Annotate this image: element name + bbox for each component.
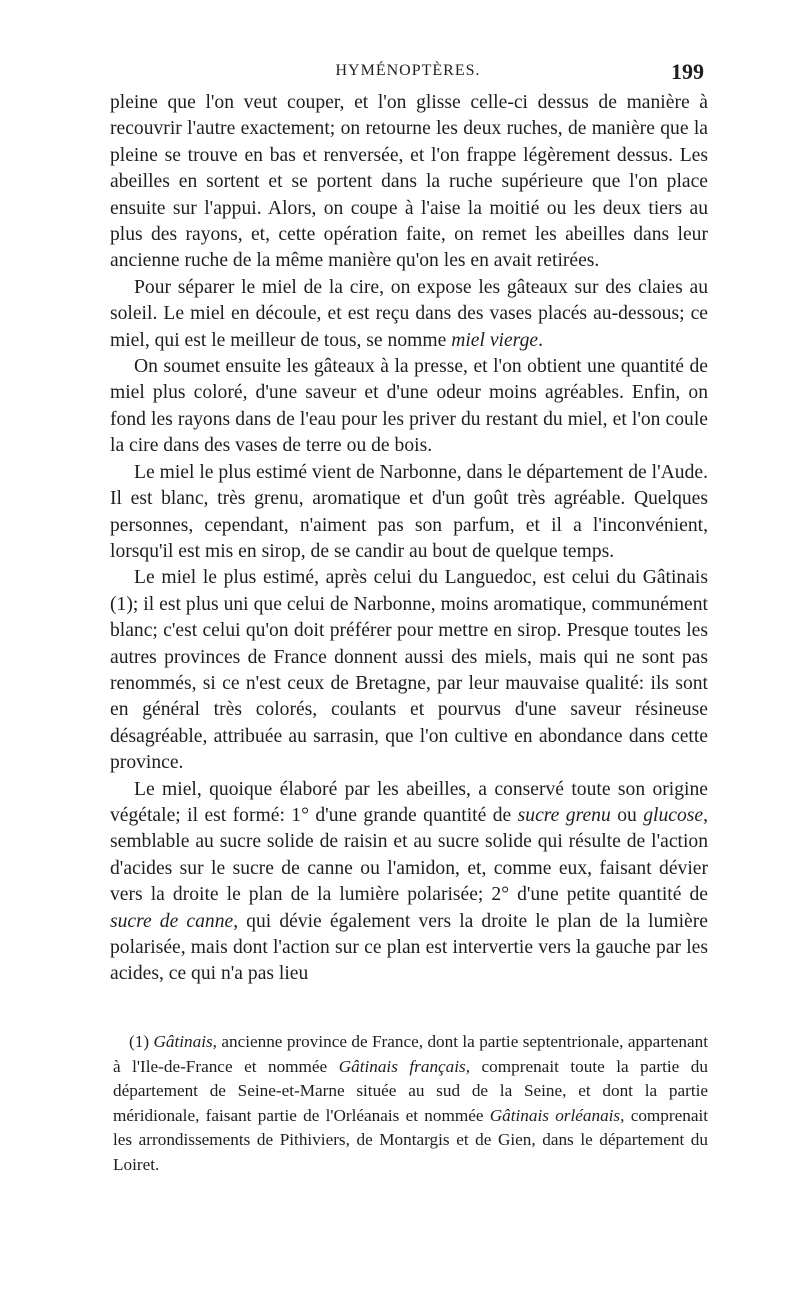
text-run: On soumet ensuite les gâteaux à la presse, et l'on obtient une quantité de miel plus coloré, d'une saveur et d'une odeur moins agréables. Enfin, on fond les rayons dans de l'eau pour les priver du restant du miel, et l'on coule la cire dans des vases de terre ou de bois. [110, 356, 708, 457]
running-title: HYMÉNOPTÈRES. [335, 62, 481, 79]
paragraph [110, 354, 708, 460]
text-run: ou [610, 804, 644, 826]
page-number: 199 [671, 59, 704, 84]
footnote [113, 1030, 708, 1178]
paragraph [110, 275, 708, 354]
body-text [110, 90, 708, 988]
footnotes [113, 1030, 708, 1178]
text-run: Le miel le plus estimé, après celui du Languedoc, est celui du Gâtinais (1); il est plus uni que celui de Narbonne, moins aromatique, communément blanc; c'est celui qu'on doit préférer pour mettre en sirop. Presque toutes les autres provinces de France donnent aussi des miels, mais qui ne sont pas renommés, si ce n'est ceux de Bretagne, par leur mauvaise qualité: ils sont en général très colorés, coulants et pourvus d'une saveur résineuse désagréable, attribuée au sarrasin, que l'on cultive en abondance dans cette province. [110, 567, 708, 774]
paragraph [110, 460, 708, 566]
text-run: Le miel, quoique élaboré par les abeilles, a conservé toute son origine végétale; il est formé: 1° d'une grande quantité de [110, 778, 708, 826]
text-run: Le miel le plus estimé vient de Narbonne, dans le département de l'Aude. Il est blanc, très grenu, aromatique et d'un goût très agréable. Quelques personnes, cependant, n'aiment pas son parfum, et il a l'inconvénient, lorsqu'il est mis en sirop, de se candir au bout de quelque temps. [110, 461, 708, 562]
page-header [108, 59, 708, 86]
text-run: Pour séparer le miel de la cire, on expose les gâteaux sur des claies au soleil. Le miel en découle, et est reçu dans des vases placés au-dessous; ce miel, qui est le meilleur de tous, se nomme [110, 276, 708, 351]
paragraph [110, 565, 708, 776]
text-run: , semblable au sucre solide de raisin et au sucre solide qui résulte de l'action d'acides sur le sucre de canne ou l'amidon, et, comme eux, faisant dévier vers la droite le plan de la lumière polarisée; 2° d'une petite quantité de [110, 804, 708, 906]
text-run: pleine que l'on veut couper, et l'on glisse celle-ci dessus de manière à recouvrir l'autre exactement; on retourne les deux ruches, de manière que la pleine se trouve en bas et renversée, et l'on frappe légèrement dessus. Les abeilles en sortent et se portent dans la ruche supérieure que l'on place ensuite sur l'appui. Alors, on coupe à l'aise la moitié ou les deux tiers au plus des rayons, et, cette opération faite, on remet les abeilles dans leur ancienne ruche de la même manière qu'on les en avait retirées. [110, 92, 708, 272]
italic-text: glucose [643, 804, 704, 826]
italic-text: sucre de canne [110, 910, 234, 932]
italic-text: Gâtinais orléanais [489, 1105, 621, 1125]
italic-text: miel vierge [451, 329, 539, 351]
paragraph [110, 777, 708, 988]
text-run: (1) [129, 1032, 154, 1051]
italic-text: Gâtinais français [338, 1056, 466, 1076]
text-run: , ancienne province de France, dont la partie septentrionale, appartenant à l'Ile-de-France et nommée [113, 1032, 709, 1076]
paragraph [110, 90, 708, 275]
text-run: , comprenait toute la partie du département de Seine-et-Marne située au sud de la Seine, et dont la partie méridionale, faisant partie de l'Orléanais et nommée [113, 1056, 708, 1125]
italic-text: Gâtinais [153, 1032, 213, 1051]
text-run: , comprenait les arrondissements de Pithiviers, de Montargis et de Gien, dans le département du Loiret. [113, 1105, 708, 1174]
italic-text: sucre grenu [517, 804, 611, 826]
text-run: , qui dévie également vers la droite le plan de la lumière polarisée, mais dont l'action sur ce plan est intervertie vers la gauche par les acides, ce qui n'a pas lieu [110, 910, 708, 985]
text-run: . [538, 329, 543, 351]
